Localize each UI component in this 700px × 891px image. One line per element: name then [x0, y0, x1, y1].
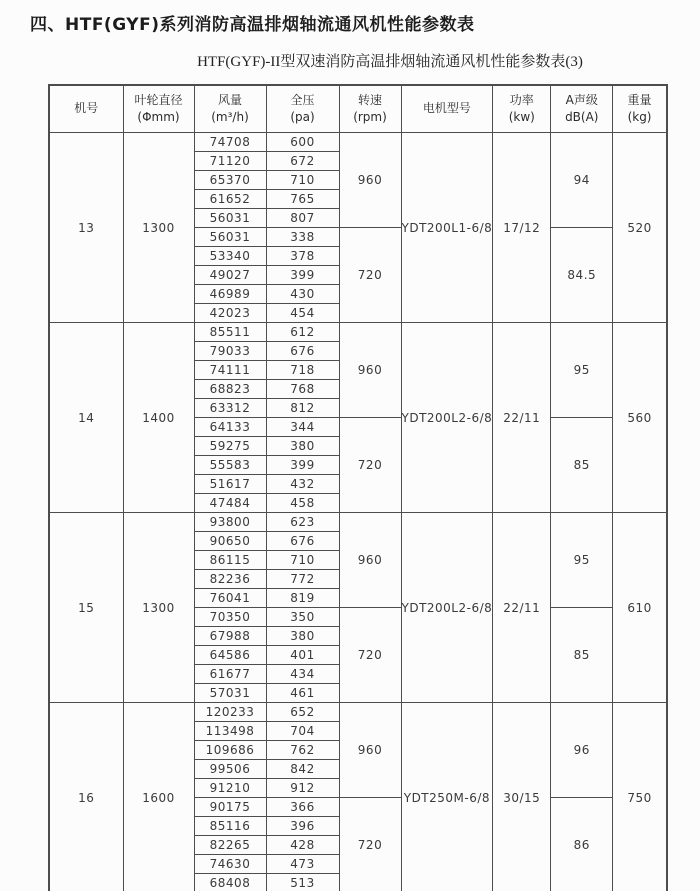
cell-pressure: 380: [266, 437, 339, 456]
cell-pressure: 461: [266, 684, 339, 703]
cell-airflow: 71120: [194, 152, 266, 171]
cell-airflow: 79033: [194, 342, 266, 361]
cell-pressure: 819: [266, 589, 339, 608]
cell-pressure: 430: [266, 285, 339, 304]
cell-pressure: 765: [266, 190, 339, 209]
cell-airflow: 46989: [194, 285, 266, 304]
cell-noise-level: 94: [551, 133, 613, 228]
cell-pressure: 434: [266, 665, 339, 684]
cell-pressure: 676: [266, 342, 339, 361]
cell-noise-level: 85: [551, 418, 613, 513]
cell-pressure: 912: [266, 779, 339, 798]
cell-pressure: 704: [266, 722, 339, 741]
cell-airflow: 64133: [194, 418, 266, 437]
cell-pressure: 812: [266, 399, 339, 418]
cell-airflow: 85116: [194, 817, 266, 836]
cell-airflow: 63312: [194, 399, 266, 418]
cell-airflow: 76041: [194, 589, 266, 608]
cell-noise-level: 95: [551, 323, 613, 418]
page-title: 四、HTF(GYF)系列消防高温排烟轴流通风机性能参数表: [30, 15, 475, 35]
column-header-power: 功率 (kw): [493, 85, 551, 133]
cell-pressure: 513: [266, 874, 339, 891]
cell-airflow: 49027: [194, 266, 266, 285]
cell-noise-level: 86: [551, 798, 613, 891]
cell-pressure: 396: [266, 817, 339, 836]
cell-noise-level: 85: [551, 608, 613, 703]
cell-airflow: 65370: [194, 171, 266, 190]
cell-pressure: 338: [266, 228, 339, 247]
column-header-motor-model: 电机型号: [401, 85, 493, 133]
cell-pressure: 718: [266, 361, 339, 380]
cell-pressure: 432: [266, 475, 339, 494]
table-header-row: [49, 85, 667, 133]
cell-motor-model: YDT200L2-6/8: [401, 513, 493, 703]
fan-performance-table: [48, 84, 668, 891]
column-header-speed: 转速 (rpm): [339, 85, 401, 133]
cell-airflow: 93800: [194, 513, 266, 532]
cell-airflow: 86115: [194, 551, 266, 570]
cell-pressure: 768: [266, 380, 339, 399]
cell-weight: 560: [613, 323, 667, 513]
cell-airflow: 74708: [194, 133, 266, 152]
cell-noise-level: 84.5: [551, 228, 613, 323]
cell-pressure: 772: [266, 570, 339, 589]
table-row: [49, 323, 667, 342]
cell-pressure: 600: [266, 133, 339, 152]
cell-speed: 960: [339, 513, 401, 608]
cell-airflow: 74111: [194, 361, 266, 380]
cell-weight: 520: [613, 133, 667, 323]
column-header-impeller-diameter: 叶轮直径 (Φmm): [123, 85, 194, 133]
cell-airflow: 120233: [194, 703, 266, 722]
cell-noise-level: 96: [551, 703, 613, 798]
cell-weight: 750: [613, 703, 667, 891]
cell-speed: 960: [339, 703, 401, 798]
cell-impeller-diameter: 1300: [123, 133, 194, 323]
cell-motor-model: YDT200L2-6/8: [401, 323, 493, 513]
cell-airflow: 90650: [194, 532, 266, 551]
cell-airflow: 85511: [194, 323, 266, 342]
table-row: [49, 703, 667, 722]
column-header-pressure: 全压 (pa): [266, 85, 339, 133]
table-row: [49, 513, 667, 532]
column-header-airflow: 风量 (m³/h): [194, 85, 266, 133]
cell-airflow: 57031: [194, 684, 266, 703]
cell-pressure: 350: [266, 608, 339, 627]
cell-speed: 720: [339, 608, 401, 703]
cell-impeller-diameter: 1300: [123, 513, 194, 703]
cell-fan-size: 16: [49, 703, 123, 891]
cell-pressure: 428: [266, 836, 339, 855]
cell-pressure: 378: [266, 247, 339, 266]
cell-airflow: 64586: [194, 646, 266, 665]
cell-pressure: 652: [266, 703, 339, 722]
cell-airflow: 67988: [194, 627, 266, 646]
cell-airflow: 109686: [194, 741, 266, 760]
cell-airflow: 113498: [194, 722, 266, 741]
cell-airflow: 82236: [194, 570, 266, 589]
cell-fan-size: 14: [49, 323, 123, 513]
cell-airflow: 61652: [194, 190, 266, 209]
cell-speed: 960: [339, 323, 401, 418]
cell-airflow: 42023: [194, 304, 266, 323]
cell-speed: 720: [339, 418, 401, 513]
cell-speed: 720: [339, 228, 401, 323]
cell-pressure: 458: [266, 494, 339, 513]
cell-motor-model: YDT250M-6/8: [401, 703, 493, 891]
cell-airflow: 90175: [194, 798, 266, 817]
cell-impeller-diameter: 1400: [123, 323, 194, 513]
cell-pressure: 366: [266, 798, 339, 817]
cell-airflow: 47484: [194, 494, 266, 513]
cell-power: 22/11: [493, 323, 551, 513]
cell-pressure: 612: [266, 323, 339, 342]
cell-pressure: 710: [266, 171, 339, 190]
cell-fan-size: 15: [49, 513, 123, 703]
cell-pressure: 710: [266, 551, 339, 570]
cell-airflow: 82265: [194, 836, 266, 855]
cell-airflow: 68823: [194, 380, 266, 399]
cell-pressure: 454: [266, 304, 339, 323]
cell-airflow: 56031: [194, 228, 266, 247]
cell-airflow: 59275: [194, 437, 266, 456]
cell-pressure: 807: [266, 209, 339, 228]
cell-pressure: 762: [266, 741, 339, 760]
cell-pressure: 380: [266, 627, 339, 646]
cell-speed: 960: [339, 133, 401, 228]
table-body: [49, 133, 667, 891]
cell-pressure: 672: [266, 152, 339, 171]
column-header-weight: 重量 (kg): [613, 85, 667, 133]
cell-pressure: 842: [266, 760, 339, 779]
cell-fan-size: 13: [49, 133, 123, 323]
cell-airflow: 55583: [194, 456, 266, 475]
cell-impeller-diameter: 1600: [123, 703, 194, 891]
cell-pressure: 676: [266, 532, 339, 551]
table-subtitle: HTF(GYF)-II型双速消防高温排烟轴流通风机性能参数表(3): [197, 54, 583, 70]
cell-pressure: 344: [266, 418, 339, 437]
table-row: [49, 133, 667, 152]
cell-pressure: 623: [266, 513, 339, 532]
column-header-noise-level: A声级 dB(A): [551, 85, 613, 133]
cell-power: 22/11: [493, 513, 551, 703]
cell-airflow: 53340: [194, 247, 266, 266]
cell-pressure: 399: [266, 266, 339, 285]
cell-airflow: 56031: [194, 209, 266, 228]
cell-airflow: 99506: [194, 760, 266, 779]
cell-power: 30/15: [493, 703, 551, 891]
cell-airflow: 51617: [194, 475, 266, 494]
cell-pressure: 401: [266, 646, 339, 665]
cell-airflow: 91210: [194, 779, 266, 798]
cell-power: 17/12: [493, 133, 551, 323]
cell-airflow: 70350: [194, 608, 266, 627]
column-header-fan-size: 机号: [49, 85, 123, 133]
cell-weight: 610: [613, 513, 667, 703]
cell-pressure: 473: [266, 855, 339, 874]
cell-motor-model: YDT200L1-6/8: [401, 133, 493, 323]
cell-noise-level: 95: [551, 513, 613, 608]
cell-speed: 720: [339, 798, 401, 891]
cell-airflow: 74630: [194, 855, 266, 874]
cell-airflow: 68408: [194, 874, 266, 891]
cell-airflow: 61677: [194, 665, 266, 684]
cell-pressure: 399: [266, 456, 339, 475]
